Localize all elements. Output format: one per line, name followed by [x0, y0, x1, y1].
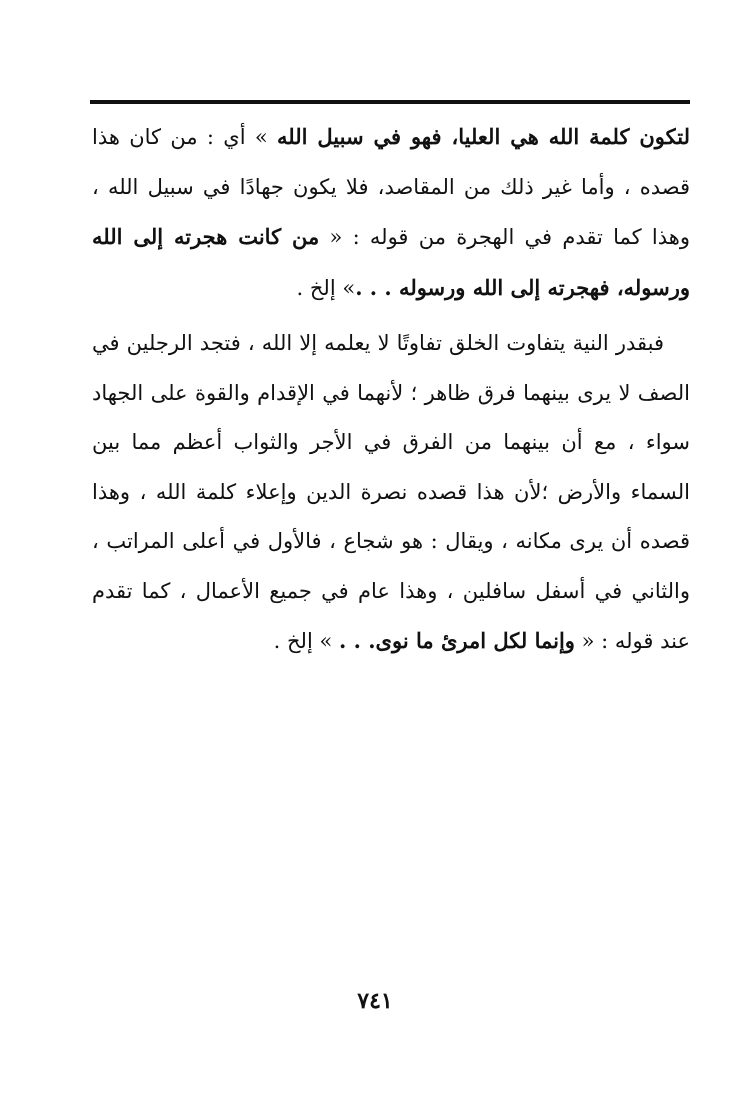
paragraph-1: [92, 112, 690, 313]
paragraph-1-segment-2: » أي : من كان هذا قصده ، وأما غير ذلك من المقاصد، فلا يكون جهادًا في سبيل الله ، وهذا كما تقدم في الهجرة من قوله : «: [92, 125, 690, 249]
paragraph-2-segment-1: فبقدر النية يتفاوت الخلق تفاوتًا لا يعلمه إلا الله ، فتجد الرجلين في الصف لا يرى بينهما فرق ظاهر ؛ لأنهما في الإقدام والقوة على الجهاد سواء ، مع أن بينهما من الفرق في الأجر والثواب أعظم مما بين السماء والأرض ؛لأن هذا قصده نصرة الدين وإعلاء كلمة الله ، وهذا قصده أن يرى مكانه ، ويقال : هو شجاع ، فالأول في أعلى المراتب ، والثاني في أسفل سافلين ، وهذا عام في جميع الأعمال ، كما تقدم عند قوله : «: [92, 331, 690, 653]
paragraph-1-segment-1: لتكون كلمة الله هي العليا، فهو في سبيل الله: [276, 124, 690, 149]
paragraph-1-segment-3: من كانت هجرته إلى الله ورسوله، فهجرته إلى الله ورسوله . . .: [92, 224, 690, 300]
paragraph-1-segment-4: » إلخ .: [296, 275, 356, 300]
paragraph-2-segment-2: وإنما لكل امرئ ما نوى. . .: [338, 628, 575, 653]
top-rule: [90, 100, 690, 104]
paragraph-2-segment-3: » إلخ .: [273, 629, 339, 653]
main-text: [92, 112, 690, 667]
page-number: ٧٤١: [357, 988, 393, 1014]
paragraph-2: [92, 319, 690, 667]
